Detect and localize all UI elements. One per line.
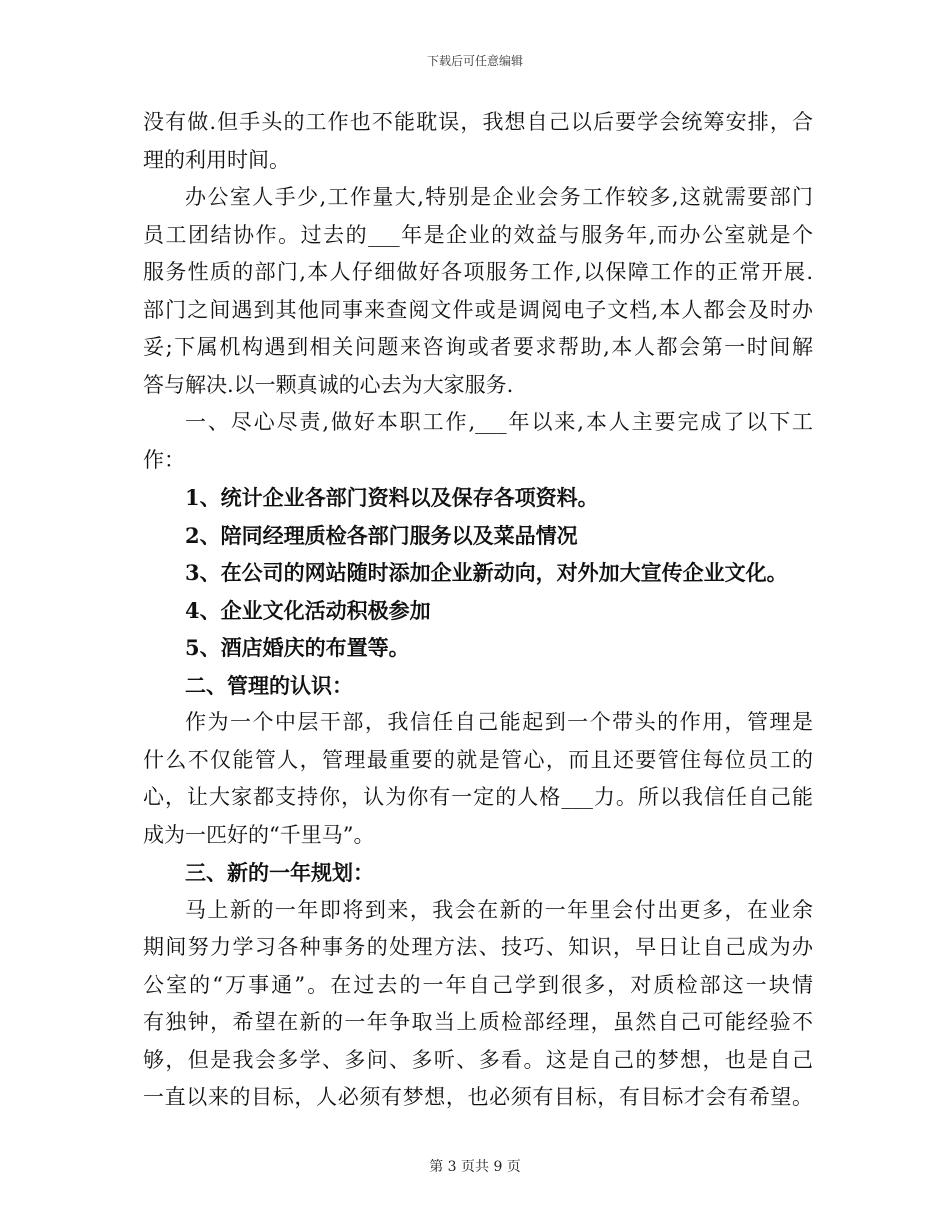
text-line: 什么不仅能管人，管理最重要的就是管心，而且还要管住每位员工的 [143,747,813,772]
text-line: 心，让大家都支持你，认为你有一定的人格___力。所以我信任自己能 [143,785,813,809]
text-line: 马上新的一年即将到来，我会在新的一年里会付出更多，在业余 [185,897,813,922]
text-line: 作： [143,447,185,472]
text-line: 部门之间遇到其他同事来查阅文件或是调阅电子文档,本人都会及时办 [143,297,813,322]
page-number: 第 3 页共 9 页 [429,1159,521,1175]
text-line: 一直以来的目标，人必须有梦想，也必须有目标，有目标才会有希望。 [143,1085,813,1109]
text-line: 一、尽心尽责,做好本职工作,___年以来,本人主要完成了以下工 [185,410,813,434]
list-item: 1、统计企业各部门资料以及保存各项资料。 [185,485,599,510]
text-line: 公室的“万事通”。在过去的一年自己学到很多，对质检部这一块情 [143,972,813,997]
text-line: 没有做.但手头的工作也不能耽误，我想自己以后要学会统筹安排，合 [143,110,813,134]
text-line: 有独钟，希望在新的一年争取当上质检部经理，虽然自己可能经验不 [143,1010,813,1034]
text-line: 够，但是我会多学、多问、多听、多看。这是自己的梦想，也是自己 [143,1047,813,1072]
section-heading: 三、新的一年规划： [185,860,374,885]
text-line: 理的利用时间。 [143,147,290,172]
list-item: 5、酒店婚庆的布置等。 [185,635,410,660]
list-item: 3、在公司的网站随时添加企业新动向，对外加大宣传企业文化。 [185,560,788,585]
document-body [143,104,813,1117]
text-line: 答与解决.以一颗真诚的心去为大家服务. [143,372,514,397]
list-item: 2、陪同经理质检各部门服务以及菜品情况 [185,522,578,548]
page-header-note: 下载后可任意编辑 [426,54,523,68]
section-heading: 二、管理的认识： [185,672,353,698]
text-line: 作为一个中层干部，我信任自己能起到一个带头的作用，管理是 [185,710,813,734]
list-item: 4、企业文化活动积极参加 [185,597,431,623]
text-line: 办公室人手少,工作量大,特别是企业会务工作较多,这就需要部门 [185,185,813,209]
text-line: 期间努力学习各种事务的处理方法、技巧、知识，早日让自己成为办 [143,935,813,959]
text-line: 妥;下属机构遇到相关问题来咨询或者要求帮助,本人都会第一时间解 [143,335,813,359]
text-line: 服务性质的部门,本人仔细做好各项服务工作,以保障工作的正常开展. [143,260,813,284]
text-line: 员工团结协作。过去的___年是企业的效益与服务年,而办公室就是个 [143,222,813,247]
text-line: 成为一匹好的“千里马”。 [143,822,375,847]
